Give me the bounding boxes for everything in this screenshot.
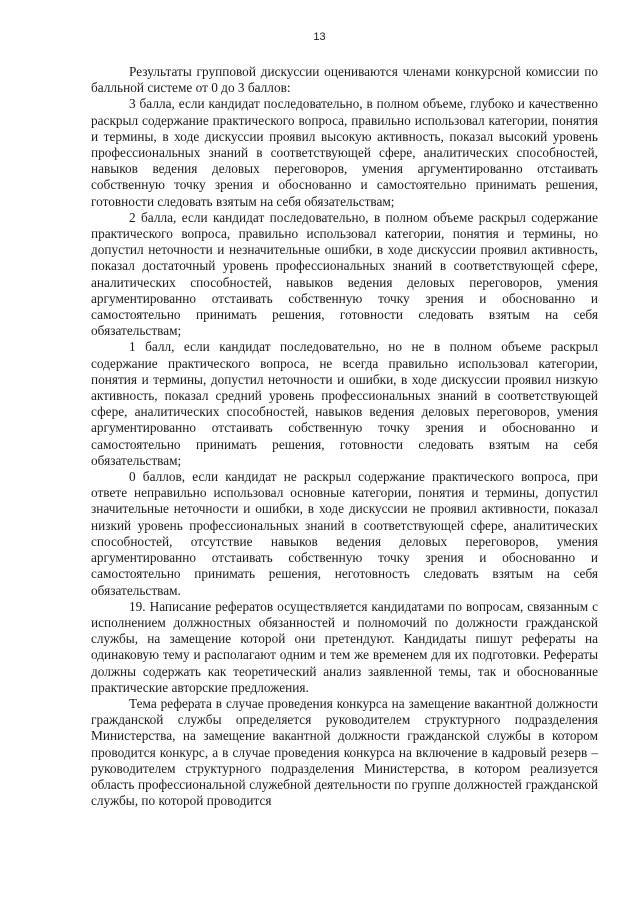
paragraph-score-1: 1 балл, если кандидат последовательно, но не в полном объеме раскрыл содержание практического вопроса, не всегда правильно использовал категории, понятия и термины, допустил неточности и ошибки, в ходе дискуссии проявил низкую активность, показал средний уровень профессиональных знаний в соответствующей сфере, аналитических способностей, навыков ведения деловых переговоров, умения аргументированно отстаивать собственную точку зрения и обоснованно и самостоятельно принимать решения, готовности следовать взятым на себя обязательствам; [91, 339, 598, 468]
paragraph-score-3: 3 балла, если кандидат последовательно, в полном объеме, глубоко и качественно раскрыл содержание практического вопроса, правильно использовал категории, понятия и термины, в ходе дискуссии проявил высокую активность, показал высокий уровень профессиональных знаний в соответствующей сфере, аналитических способностей, навыков ведения деловых переговоров, умения аргументированно отстаивать собственную точку зрения и обоснованно и самостоятельно принимать решения, готовности следовать взятым на себя обязательствам; [91, 96, 598, 209]
page-number: 13 [313, 31, 326, 43]
paragraph-item-19: 19. Написание рефератов осуществляется кандидатами по вопросам, связанным с исполнением должностных обязанностей и полномочий по должности гражданской службы, на замещение которой они претендуют. Кандидаты пишут рефераты на одинаковую тему и располагают одним и тем же временем для их подготовки. Рефераты должны содержать как теоретический анализ заявленной темы, так и обоснованные практические авторские предложения. [91, 598, 598, 695]
paragraph-score-2: 2 балла, если кандидат последовательно, в полном объеме раскрыл содержание практического вопроса, правильно использовал категории, понятия и термины, но допустил неточности и незначительные ошибки, в ходе дискуссии проявил активность, показал достаточный уровень профессиональных знаний в соответствующей сфере, аналитических способностей, навыков ведения деловых переговоров, умения аргументированно отстаивать собственную точку зрения и обоснованно и самостоятельно принимать решения, готовности следовать взятым на себя обязательствам; [91, 209, 598, 339]
paragraph-essay-topic: Тема реферата в случае проведения конкурса на замещение вакантной должности гражданской службы определяется руководителем структурного подразделения Министерства, на замещение вакантной должности гражданской службы в котором проводится конкурс, а в случае проведения конкурса на включение в кадровый резерв – руководителем структурного подразделения Министерства, в котором реализуется область профессиональной служебной деятельности по группе должностей гражданской службы, по которой проводится [91, 695, 598, 809]
paragraph-score-0: 0 баллов, если кандидат не раскрыл содержание практического вопроса, при ответе неправильно использовал основные категории, понятия и термины, допустил значительные неточности и ошибки, в ходе дискуссии не проявил активности, показал низкий уровень профессиональных знаний в соответствующей сфере, аналитических способностей, отсутствие навыков ведения деловых переговоров, умения аргументированно отстаивать собственную точку зрения и обоснованно и самостоятельно принимать решения, неготовность следовать взятым на себя обязательствам. [91, 469, 598, 598]
document-body [91, 64, 598, 809]
paragraph-scoring-intro: Результаты групповой дискуссии оцениваются членами конкурсной комиссии по балльной системе от 0 до 3 баллов: [91, 64, 598, 96]
